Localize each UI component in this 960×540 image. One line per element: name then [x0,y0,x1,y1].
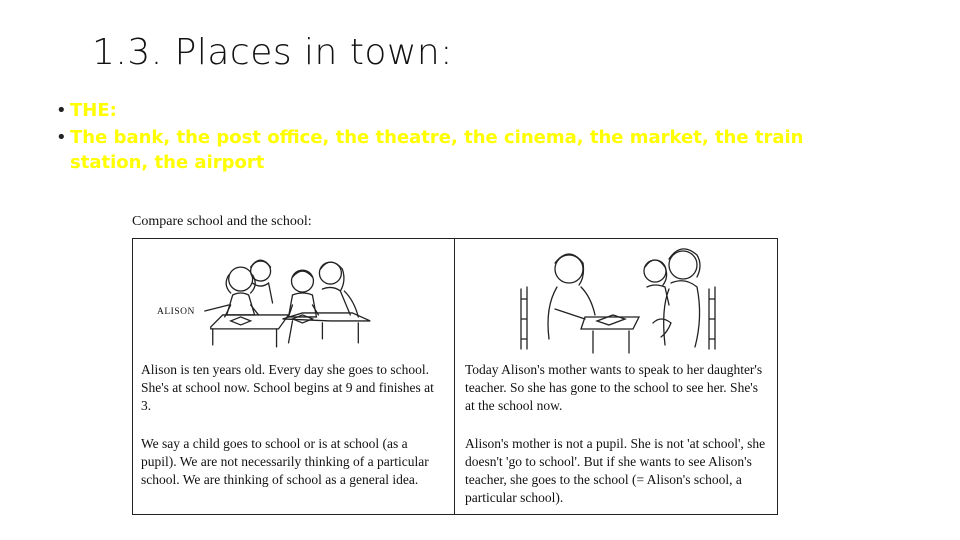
bullet-list [56,98,876,177]
bullet-dot-icon: • [56,100,67,121]
classroom-children-illustration [133,239,454,357]
figure-caption: Compare school and the school: [132,214,312,229]
right-paragraph-1: Today Alison's mother wants to speak to her daughter's teacher. So she has gone to the school to see her. She's at the school now. [465,362,763,413]
right-paragraph-2: Alison's mother is not a pupil. She is not 'at school', she doesn't 'go to school'. But if she wants to see Alison's teacher, she goes to the school (= Alison's school, a particular school). [465,436,766,505]
left-panel [133,239,455,514]
bullet-text: THE: [70,100,117,121]
bullet-item [56,98,876,123]
mother-teacher-illustration [457,239,777,357]
bullet-text: The bank, the post office, the theatre, the cinema, the market, the train station, the airport [70,127,804,173]
bullet-item [56,125,876,175]
slide-title: 1.3. Places in town: [92,32,453,73]
left-paragraph-2: We say a child goes to school or is at school (as a pupil). We are not necessarily thinking of a particular school. We are thinking of school as a general idea. [141,436,429,487]
bullet-dot-icon: • [56,127,67,148]
grammar-figure [132,238,778,515]
right-panel [457,239,777,514]
alison-label: ALISON [157,307,195,317]
left-paragraph-1: Alison is ten years old. Every day she goes to school. She's at school now. School begins at 9 and finishes at 3. [141,362,434,413]
